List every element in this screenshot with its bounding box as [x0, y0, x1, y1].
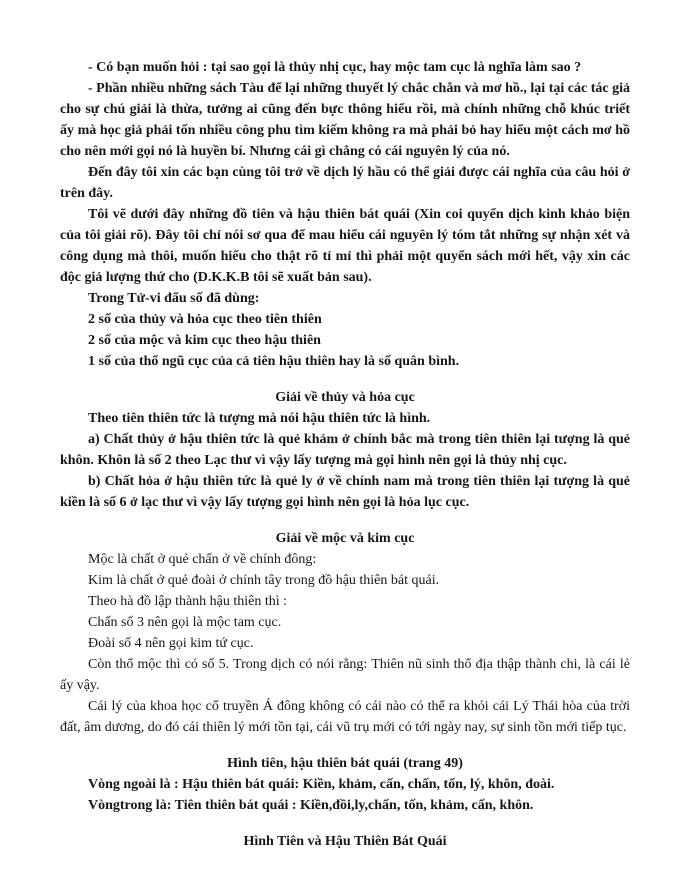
usage-title: Trong Tử-vi đẩu số đã dùng:: [88, 291, 260, 306]
final-heading-bat-quai: Hình Tiên và Hậu Thiên Bát Quái: [243, 834, 447, 849]
tho-paragraph: Còn thổ mộc thì có số 5. Trong dịch có nói rằng: Thiên nũ sinh thổ địa thập thành chi, là cái lẻ ấy vậy.: [60, 657, 630, 693]
thuy-hoa-intro-line: Theo tiên thiên tức là tượng mà nói hậu thiên tức là hình.: [88, 411, 431, 426]
usage-item-3: 1 số của thổ ngũ cục của cả tiên hậu thiên hay là số quân bình.: [88, 354, 460, 369]
section-heading-hinh-bat-quai: Hình tiên, hậu thiên bát quái (trang 49): [227, 756, 463, 771]
moc-kim-line-4: Chấn số 3 nên gọi là mộc tam cục.: [88, 615, 282, 630]
answer-paragraph: - Phần nhiều những sách Tàu để lại những thuyết lý chắc chắn và mơ hồ., lại tại các tác giả cho sự chú giải là thừa, tưởng ai cũng đến bực thông hiểu rồi, mà chính những chỗ khúc triết ấy mà học giả phải tốn nhiều công phu tìm kiếm không ra mà phải bỏ hay hiểu một cách mơ hồ cho nên mới gọi nó là huyền bí. Nhưng cái gì chẳng có cái nguyên lý của nó.: [60, 81, 630, 159]
usage-item-1: 2 số của thủy và hỏa cục theo tiên thiên: [88, 312, 322, 327]
toi-ve-paragraph: Tôi vẽ dưới đây những đồ tiên và hậu thiên bát quái (Xin coi quyển dịch kinh khảo biện của tôi giải rõ). Đây tôi chỉ nói sơ qua để mau hiểu cái nguyên lý tóm tắt những sự nhận xét và công dụng mà thôi, muốn hiểu cho thật rõ tỉ mỉ thì phải một quyển sách mới hết, vậy xin các độc giả lượng thứ cho (D.K.K.B tôi sẽ xuất bản sau).: [60, 207, 630, 285]
thuy-hoa-item-a: a) Chất thủy ở hậu thiên tức là quẻ khảm ở chính bắc mà trong tiên thiên lại tượng là quẻ khôn. Khôn là số 2 theo Lạc thư vì vậy lấy tượng mà gọi hình nên gọi là thủy nhị cục.: [60, 432, 630, 468]
den-day-paragraph: Đến đây tôi xin các bạn cùng tôi trở về dịch lý hầu có thể giải được cái nghĩa của câu hỏi ở trên đây.: [60, 165, 630, 201]
section-heading-thuy-hoa: Giải về thủy và hỏa cục: [275, 390, 415, 405]
section-heading-moc-kim: Giải về mộc và kim cục: [275, 531, 415, 546]
usage-item-2: 2 số của mộc và kim cục theo hậu thiên: [88, 333, 321, 348]
moc-kim-line-3: Theo hà đồ lập thành hậu thiên thì :: [88, 594, 288, 609]
question-paragraph: - Có bạn muốn hỏi : tại sao gọi là thủy nhị cục, hay mộc tam cục là nghĩa làm sao ?: [88, 60, 582, 75]
thuy-hoa-item-b: b) Chất hỏa ở hậu thiên tức là quẻ ly ở về chính nam mà trong tiên thiên lại tượng là quẻ kiền là số 6 ở lạc thư vì vậy lấy tượng gọi hình nên gọi là hỏa lục cục.: [60, 474, 630, 510]
outer-ring-line: Vòng ngoài là : Hậu thiên bát quái: Kiền, khảm, cấn, chấn, tốn, lý, khôn, đoài.: [88, 777, 555, 792]
moc-kim-line-2: Kim là chất ở quẻ đoài ở chính tây trong đồ hậu thiên bát quái.: [88, 573, 440, 588]
cai-ly-paragraph: Cái lý của khoa học cổ truyền Á đông không có cái nào có thể ra khỏi cái Lý Thái hòa của trời đất, âm dương, do đó cái thiên lý mới tồn tại, cái vũ trụ mới có tới ngày nay, sự sinh tồn mới tiếp tục.: [60, 699, 630, 735]
inner-ring-line: Vòngtrong là: Tiên thiên bát quái : Kiền,đồi,ly,chấn, tốn, khảm, cấn, khôn.: [88, 798, 534, 813]
moc-kim-line-1: Mộc là chất ở quẻ chấn ở về chính đông:: [88, 552, 317, 567]
moc-kim-line-5: Đoài số 4 nên gọi kim tứ cục.: [88, 636, 254, 651]
